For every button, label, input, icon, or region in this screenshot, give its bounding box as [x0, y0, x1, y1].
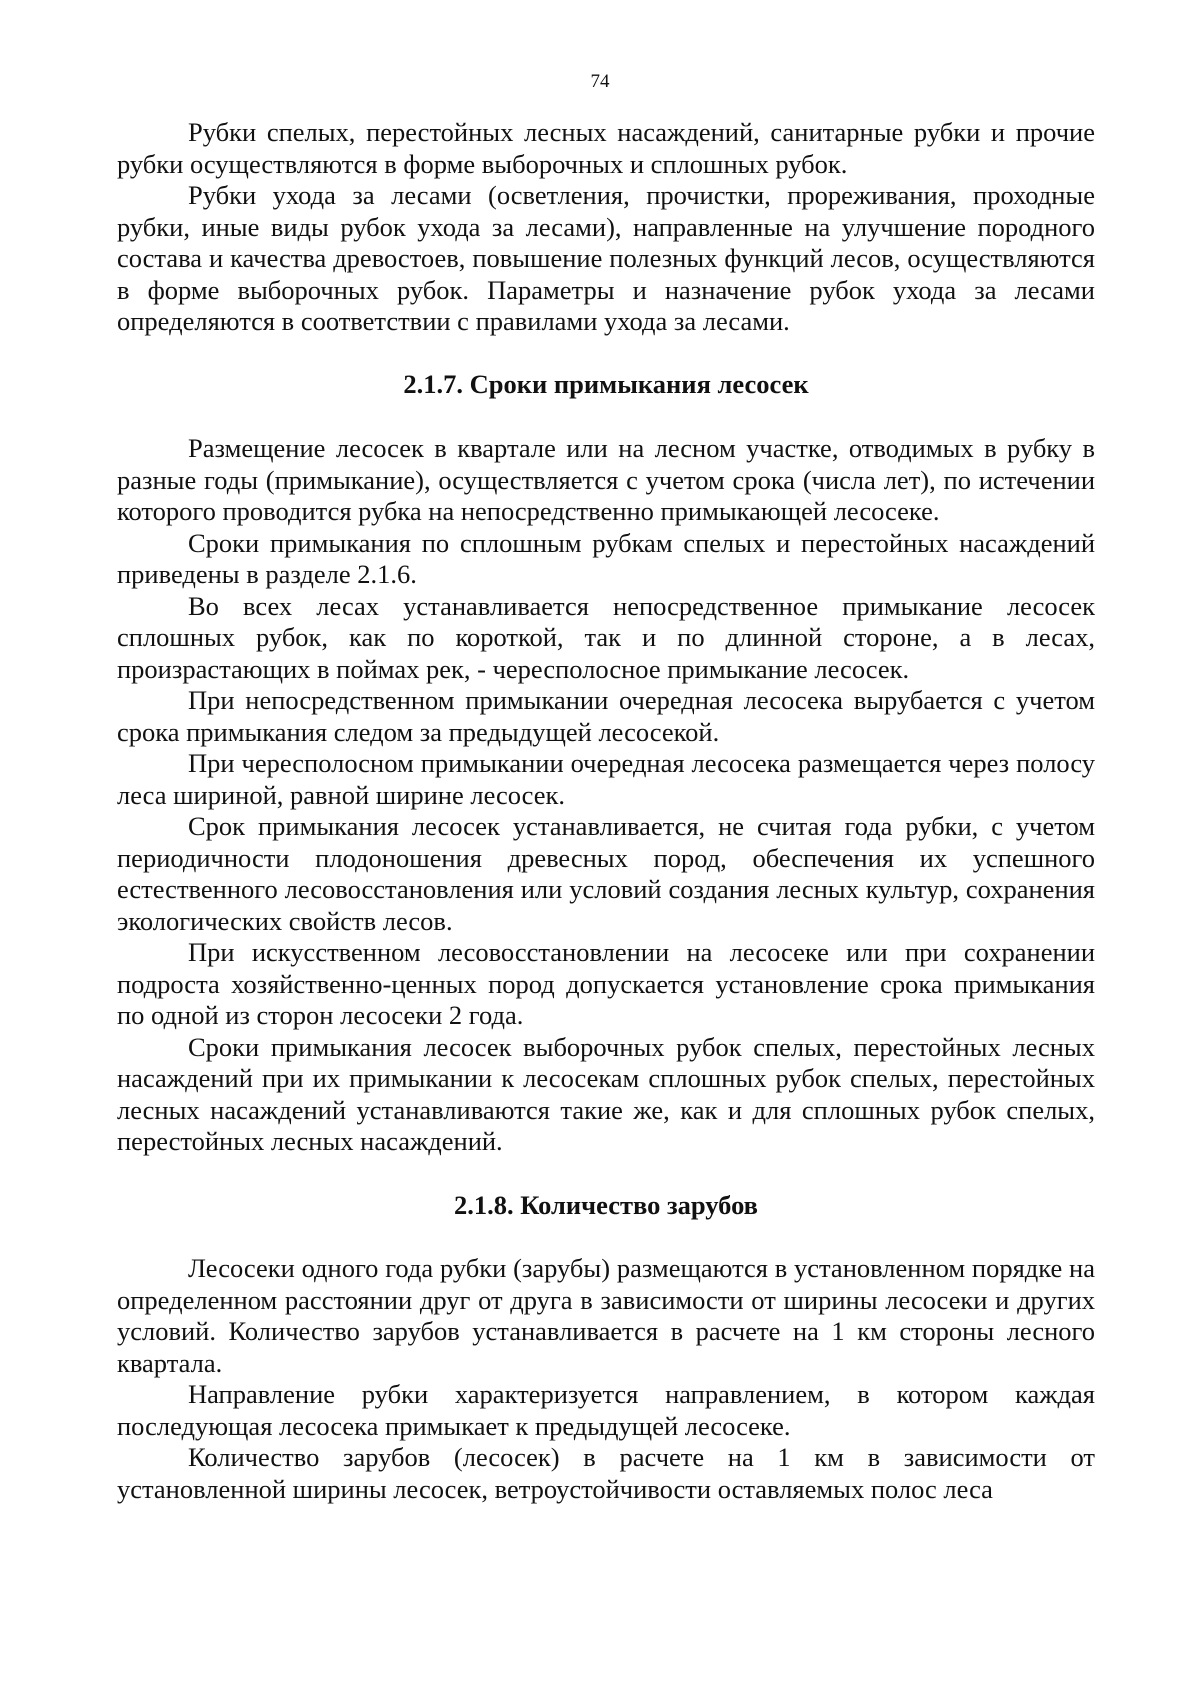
section-2-1-7-paragraph: Размещение лесосек в квартале или на лесном участке, отводимых в рубку в разные годы (примыкание), осуществляется с учетом срока (числа лет), по истечении которого проводится рубка на непосредственно примыкающей лесосеке. [117, 433, 1095, 526]
section-2-1-7-paragraph: Сроки примыкания по сплошным рубкам спелых и перестойных насаждений приведены в разделе 2.1.6. [117, 527, 1095, 589]
section-2-1-7-paragraph: При непосредственном примыкании очередная лесосека вырубается с учетом срока примыкания следом за предыдущей лесосекой. [117, 685, 1095, 747]
section-2-1-7-paragraph: Срок примыкания лесосек устанавливается, не считая года рубки, с учетом периодичности плодоношения древесных пород, обеспечения их успешного естественного лесовосстановления или условий создания лесных культур, сохранения экологических свойств лесов. [117, 811, 1095, 936]
intro-paragraph: Рубки спелых, перестойных лесных насаждений, санитарные рубки и прочие рубки осуществляются в форме выборочных и сплошных рубок. [117, 117, 1095, 179]
section-2-1-8-paragraph: Количество зарубов (лесосек) в расчете на 1 км в зависимости от установленной ширины лесосек, ветроустойчивости оставляемых полос леса [117, 1442, 1095, 1504]
section-heading-2-1-7: 2.1.7. Сроки примыкания лесосек [403, 368, 809, 399]
section-2-1-7-paragraph: Сроки примыкания лесосек выборочных рубок спелых, перестойных лесных насаждений при их примыкании к лесосекам сплошных рубок спелых, перестойных лесных насаждений устанавливаются такие же, как и для сплошных рубок спелых, перестойных лесных насаждений. [117, 1031, 1095, 1156]
section-2-1-7-paragraph: Во всех лесах устанавливается непосредственное примыкание лесосек сплошных рубок, как по короткой, так и по длинной стороне, а в лесах, произрастающих в поймах рек, - чересполосное примыкание лесосек. [117, 590, 1095, 684]
section-2-1-8-paragraph: Лесосеки одного года рубки (зарубы) размещаются в установленном порядке на определенном расстоянии друг от друга в зависимости от ширины лесосеки и других условий. Количество зарубов устанавливается в расчете на 1 км стороны лесного квартала. [117, 1253, 1095, 1378]
section-2-1-7-paragraph: При искусственном лесовосстановлении на лесосеке или при сохранении подроста хозяйственно-ценных пород допускается установление срока примыкания по одной из сторон лесосеки 2 года. [117, 937, 1095, 1030]
section-2-1-8-paragraph: Направление рубки характеризуется направлением, в котором каждая последующая лесосека примыкает к предыдущей лесосеке. [117, 1379, 1095, 1441]
section-2-1-7-paragraph: При чересполосном примыкании очередная лесосека размещается через полосу леса шириной, равной ширине лесосек. [117, 748, 1095, 810]
page-number: 74 [590, 71, 610, 92]
page-content [117, 117, 1095, 1505]
intro-paragraph: Рубки ухода за лесами (осветления, прочистки, прореживания, проходные рубки, иные виды рубок ухода за лесами), направленные на улучшение породного состава и качества древостоев, повышение полезных функций лесов, осуществляются в форме выборочных рубок. Параметры и назначение рубок ухода за лесами определяются в соответствии с правилами ухода за лесами. [117, 180, 1095, 336]
section-heading-2-1-8: 2.1.8. Количество зарубов [454, 1189, 758, 1220]
